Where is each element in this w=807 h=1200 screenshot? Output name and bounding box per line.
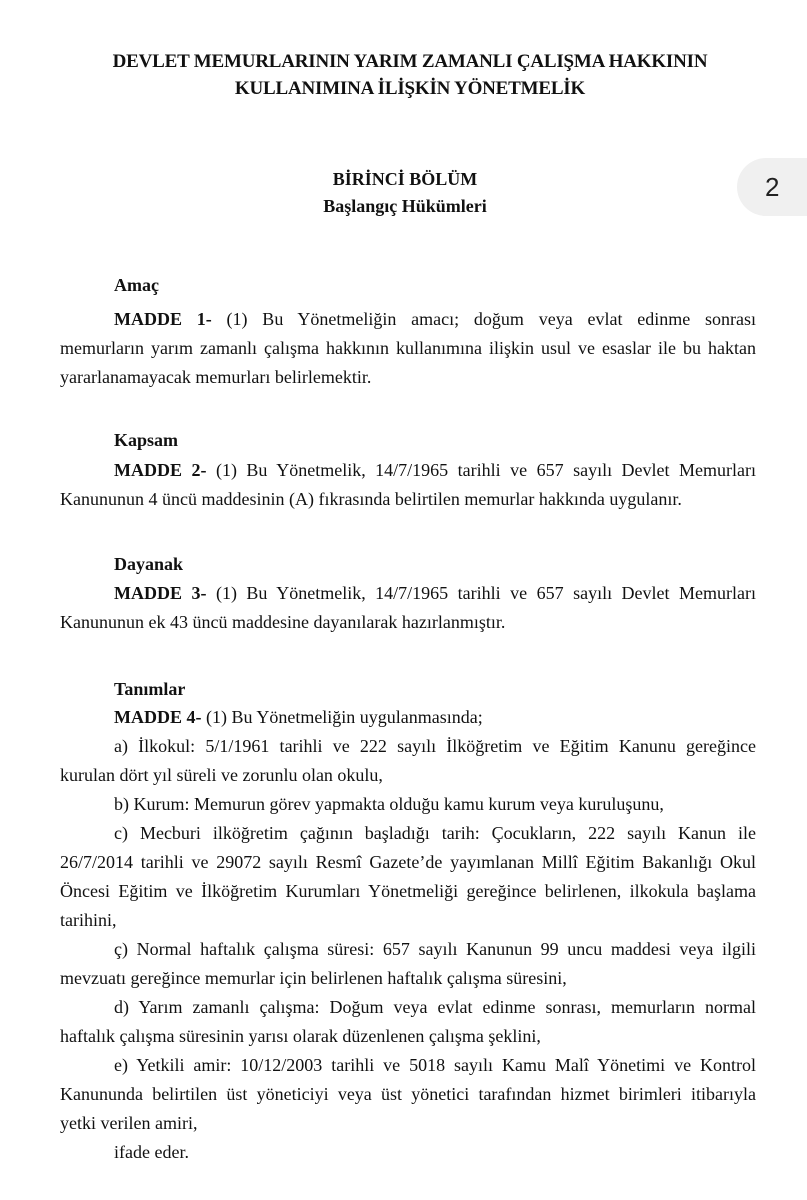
- paragraph-line: memurların yarım zamanlı çalışma hakkının kullanımına ilişkin usul ve esaslar ile bu haktan: [60, 338, 756, 358]
- page-number: 2: [765, 172, 780, 202]
- chapter-subtitle: Başlangıç Hükümleri: [323, 196, 487, 216]
- definition-item-c: c) Mecburi ilköğretim çağının başladığı tarih: Çocukların, 222 sayılı Kanun ile: [114, 823, 756, 843]
- section-heading: Kapsam: [114, 430, 179, 450]
- paragraph-line: yararlanamayacak memurları belirlemektir.: [60, 367, 372, 387]
- section-heading: Amaç: [114, 275, 159, 295]
- page-number-tab: [737, 158, 807, 216]
- article-first-line: [60, 580, 756, 606]
- paragraph-line: Kanununun 4 üncü maddesinin (A) fıkrasında belirtilen memurlar hakkında uygulanır.: [60, 489, 682, 509]
- paragraph-line: Kanununda belirtilen üst yöneticiyi veya üst yönetici tarafından hizmet birimleri itibarıyla: [60, 1084, 756, 1104]
- article-text: (1) Bu Yönetmeliğin amacı; doğum veya evlat edinme sonrası: [211, 309, 756, 329]
- title-line-2: KULLANIMINA İLİŞKİN YÖNETMELİK: [234, 78, 586, 99]
- article-text: (1) Bu Yönetmeliğin uygulanmasında;: [201, 707, 483, 727]
- closing-line: ifade eder.: [114, 1142, 189, 1162]
- article-label: MADDE 1-: [114, 309, 212, 329]
- article-first-line: [60, 457, 756, 483]
- paragraph-line: Öncesi Eğitim ve İlköğretim Kurumları Yönetmeliği gereğince belirlenen, ilkokula başlama: [60, 881, 756, 901]
- definition-item-b: b) Kurum: Memurun görev yapmakta olduğu kamu kurum veya kuruluşunu,: [114, 794, 664, 814]
- definition-item-d: d) Yarım zamanlı çalışma: Doğum veya evlat edinme sonrası, memurların normal: [114, 997, 756, 1017]
- paragraph-line: Kanununun ek 43 üncü maddesine dayanılarak hazırlanmıştır.: [60, 612, 506, 632]
- paragraph-line: mevzuatı gereğince memurlar için belirlenen haftalık çalışma süresini,: [60, 968, 567, 988]
- definition-item-e: e) Yetkili amir: 10/12/2003 tarihli ve 5018 sayılı Kamu Malî Yönetimi ve Kontrol: [114, 1055, 756, 1075]
- section-heading: Tanımlar: [114, 679, 186, 699]
- article-text: (1) Bu Yönetmelik, 14/7/1965 tarihli ve 657 sayılı Devlet Memurları: [206, 460, 756, 480]
- paragraph-line: kurulan dört yıl süreli ve zorunlu olan okulu,: [60, 765, 383, 785]
- definition-item-a: a) İlkokul: 5/1/1961 tarihli ve 222 sayılı İlköğretim ve Eğitim Kanunu gereğince: [114, 736, 756, 756]
- chapter-title: BİRİNCİ BÖLÜM: [332, 169, 478, 189]
- definition-item-c-cedilla: ç) Normal haftalık çalışma süresi: 657 sayılı Kanunun 99 uncu maddesi veya ilgili: [114, 939, 756, 959]
- paragraph-line: 26/7/2014 tarihli ve 29072 sayılı Resmî Gazete’de yayımlanan Millî Eğitim Bakanlığı Okul: [60, 852, 756, 872]
- document-title: [60, 48, 760, 102]
- paragraph-line: tarihini,: [60, 910, 117, 930]
- title-line-1: DEVLET MEMURLARININ YARIM ZAMANLI ÇALIŞMA HAKKININ: [112, 51, 708, 72]
- article-label: MADDE 3-: [114, 583, 207, 603]
- article-first-line: [60, 704, 756, 730]
- chapter-heading: [230, 166, 580, 220]
- article-label: MADDE 2-: [114, 460, 207, 480]
- section-heading: Dayanak: [114, 554, 184, 574]
- paragraph-line: yetki verilen amiri,: [60, 1113, 198, 1133]
- article-first-line: [60, 306, 756, 332]
- article-label: MADDE 4-: [114, 707, 202, 727]
- paragraph-line: haftalık çalışma süresinin yarısı olarak düzenlenen çalışma şeklini,: [60, 1026, 541, 1046]
- article-text: (1) Bu Yönetmelik, 14/7/1965 tarihli ve 657 sayılı Devlet Memurları: [206, 583, 756, 603]
